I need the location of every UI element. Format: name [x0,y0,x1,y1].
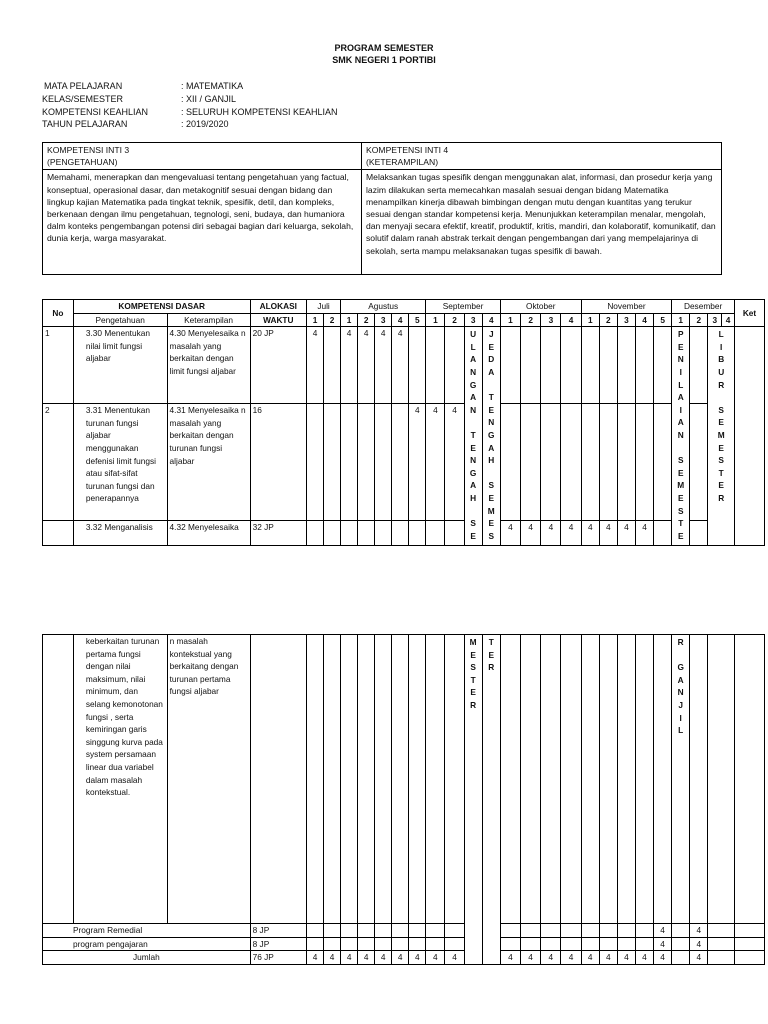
header-kompetensi-dasar: KOMPETENSI DASAR [73,300,250,314]
ki4-text: Melaksankan tugas spesifik dengan menggunakan alat, informasi, dan prosedur kerja yang lazim dilakukan serta memecahkan masalah sesuai dengan bidang Matematika menampilkan kinerja dibawah bimbingan dengan mutu dengan kuantitas yang terukur sesuai dengan standar kompetensi kerja. Menunjukkan keterampilan menalar, mengolah, dan menyaji secara efektif, kreatif, produktif, kritis, mandiri, dan kolaboratif, komunikatif, dan solutif dalam ranah abstrak terkait dengan pengembangan dari yang mempelajarinya di sekolah, serta mampu melaksanakan tugas spesifik di bawah. [362,170,722,275]
ki3-header: KOMPETENSI INTI 3 (PENGETAHUAN) [43,143,362,170]
jp-cell [581,924,599,938]
jp-cell [375,924,392,938]
jp-cell: 4 [581,951,599,965]
jp-cell [599,937,617,951]
jp-cell [541,327,561,404]
jp-cell [307,937,324,951]
vertical-text: L I B U R S E M E S T E R [717,329,725,503]
vertical-text: M E S T E R [469,637,477,710]
ki3-text: Memahami, menerapkan dan mengevaluasi tentang pengetahuan yang factual, konseptual, operasional dasar, dan metakognitif sesuai dengan bidang dan lingkup kajian Matematika pada tingkat teknik, spesifik, detil, dan kompleks, berkenaan dengan ilmu pengetahuan, tegnologi, seni, budaya, dan humaniora dalm konteks pengembangan potensi diri sebagai bagian dari keluarga, sekolah, dunia kerja, warga masyarakat. [43,170,362,275]
meta-value: : XII / GANJIL [181,94,237,104]
kd-pengetahuan: 3.31 Menentukan turunan fungsi aljabar menggunakan defenisi limit fungsi atau sifat-sifat turunan fungsi dan penerapannya [73,404,167,521]
week-num: 4 [561,313,581,327]
jp-cell: 4 [635,951,653,965]
jp-cell [500,924,520,938]
header-ket: Ket [735,300,765,327]
jp-cell [392,924,409,938]
jp-cell: 4 [581,521,599,546]
month-agustus: Agustus [341,300,426,314]
week-num: 3 [464,313,482,327]
meta-label: TAHUN PELAJARAN [42,119,128,129]
header-waktu: WAKTU [250,313,306,327]
jp-cell [375,635,392,924]
week-num: 5 [409,313,426,327]
jp-cell [445,327,464,404]
jp-cell [561,635,581,924]
jp-cell: 4 [358,951,375,965]
jp-cell: 4 [409,951,426,965]
jp-cell: 4 [392,951,409,965]
week-num: 2 [445,313,464,327]
jp-cell [599,635,617,924]
jp-cell [307,521,324,546]
jp-cell: 4 [521,521,541,546]
jp-cell [341,924,358,938]
jp-cell [617,635,635,924]
jp-cell [307,404,324,521]
jp-cell: 4 [324,951,341,965]
alokasi-waktu: 16 [250,404,306,521]
jp-cell [599,327,617,404]
jp-cell [307,635,324,924]
week-num: 2 [358,313,375,327]
penilaian-semester-label [672,327,690,546]
jp-cell: 4 [541,951,561,965]
jp-cell [307,924,324,938]
jp-cell: 4 [500,951,520,965]
kd-keterampilan: 4.31 Menyelesaika n masalah yang berkaitan dengan turunan fungsi aljabar [167,404,250,521]
month-oktober: Oktober [500,300,581,314]
jp-cell: 4 [690,951,708,965]
jp-cell: 4 [561,951,581,965]
jp-cell [708,924,735,938]
program-semester-table [42,299,765,546]
jp-cell [324,404,341,521]
jp-cell [426,635,445,924]
jp-cell: 4 [541,521,561,546]
penilaian-semester-label-cont [672,635,690,924]
jp-cell [690,635,708,924]
meta-label: MATA PELAJARAN [44,81,123,91]
jp-cell [635,937,653,951]
header-pengetahuan: Pengetahuan [73,313,167,327]
jp-cell [324,924,341,938]
jp-cell [708,951,735,965]
jp-cell [445,937,464,951]
kd-pengetahuan: 3.32 Menganalisis [73,521,167,546]
jp-cell [617,327,635,404]
week-num: 3 [617,313,635,327]
jp-cell [324,937,341,951]
vertical-text: R G A N J I L [677,637,684,736]
week-num: 4 [482,313,500,327]
alokasi-waktu: 8 JP [250,924,306,938]
vertical-text: J E D A T E N G A H S E M E S [487,329,495,541]
jp-cell [561,404,581,521]
jp-cell [521,635,541,924]
jp-cell: 4 [636,521,654,546]
jp-cell [445,521,464,546]
jp-cell [708,635,735,924]
jp-cell [341,635,358,924]
jp-cell [654,327,672,404]
month-desember: Desember [672,300,735,314]
week-num: 2 [599,313,617,327]
jp-cell [409,924,426,938]
jp-cell: 4 [358,327,375,404]
ket-cell [734,924,764,938]
month-juli: Juli [307,300,341,314]
jp-cell [426,937,445,951]
kd-pengetahuan: 3.30 Menentukan nilai limit fungsi aljabar [73,327,167,404]
jp-cell [409,937,426,951]
ket-cell [734,635,764,924]
jp-cell [521,937,541,951]
jp-cell: 4 [307,951,324,965]
jp-cell: 4 [341,951,358,965]
jp-cell: 4 [426,951,445,965]
jp-cell [617,404,635,521]
program-pengajaran-label: program pengajaran [43,937,251,951]
kd-keterampilan: 4.30 Menyelesaika n masalah yang berkaitan dengan limit fungsi aljabar [167,327,250,404]
alokasi-waktu: 8 JP [250,937,306,951]
kompetensi-inti-table [42,142,722,275]
week-num: 4 [722,313,735,327]
jumlah-label: Jumlah [43,951,251,965]
week-num: 1 [426,313,445,327]
jp-cell [635,635,653,924]
jp-cell: 4 [617,521,635,546]
jp-cell [392,937,409,951]
jp-cell: 4 [654,924,672,938]
header-keterampilan: Keterampilan [167,313,250,327]
jp-cell [690,327,708,404]
row-no: 1 [43,327,74,404]
vertical-text: U L A N G A N T E N G A H S E [469,329,477,541]
jp-cell [375,404,392,521]
row-no: 2 [43,404,74,521]
month-november: November [581,300,671,314]
jp-cell [341,404,358,521]
jp-cell: 4 [521,951,541,965]
jp-cell [426,924,445,938]
jp-cell: 4 [500,521,520,546]
header-no: No [43,300,74,327]
jp-cell [541,924,561,938]
ket-cell [734,951,764,965]
jp-cell [636,404,654,521]
jp-cell [690,404,708,521]
jp-cell [521,404,541,521]
vertical-text: P E N I L A I A N S E M E S T E [677,329,685,541]
week-num: 1 [341,313,358,327]
jp-cell [341,521,358,546]
week-num: 5 [654,313,672,327]
jp-cell [654,521,672,546]
jp-cell: 4 [392,327,409,404]
meta-label: KOMPETENSI KEAHLIAN [42,107,149,117]
jp-cell [561,924,581,938]
jp-cell [581,937,599,951]
week-num: 1 [500,313,520,327]
jp-cell: 4 [445,951,464,965]
week-num: 4 [636,313,654,327]
week-num: 1 [581,313,599,327]
jp-cell: 4 [690,924,708,938]
jp-cell [358,635,375,924]
jp-cell [541,937,561,951]
jp-cell: 4 [599,521,617,546]
alokasi-waktu: 32 JP [250,521,306,546]
jp-cell [358,521,375,546]
meta-value: : 2019/2020 [181,119,229,129]
jp-cell [409,635,426,924]
jp-cell [672,937,690,951]
jp-cell [324,521,341,546]
vertical-text: T E R [488,637,495,673]
week-num: 2 [324,313,341,327]
jp-cell: 4 [617,951,635,965]
meta-value: : SELURUH KOMPETENSI KEAHLIAN [181,107,338,117]
jp-cell [617,924,635,938]
jp-cell [581,404,599,521]
jp-cell: 4 [654,951,672,965]
jp-cell: 4 [307,327,324,404]
jp-cell [521,924,541,938]
jp-cell [654,635,672,924]
jp-cell: 4 [690,937,708,951]
jp-cell [500,327,520,404]
jp-cell [581,327,599,404]
week-num: 3 [375,313,392,327]
jp-cell: 4 [375,951,392,965]
jp-cell [581,635,599,924]
header-alokasi: ALOKASI [250,300,306,314]
jp-cell [599,404,617,521]
jp-cell [541,635,561,924]
school-name: SMK NEGERI 1 PORTIBI [332,55,436,65]
week-num: 1 [307,313,324,327]
week-num: 3 [708,313,722,327]
ket-cell [734,937,764,951]
meta-value: : MATEMATIKA [181,81,244,91]
week-num: 1 [672,313,690,327]
jp-cell [358,937,375,951]
jp-cell [636,327,654,404]
week-num: 2 [521,313,541,327]
jp-cell [392,635,409,924]
jp-cell [409,327,426,404]
kd-keterampilan: n masalah kontekstual yang berkaitang dengan turunan pertama fungsi aljabar [167,635,250,924]
jp-cell [672,951,690,965]
jp-cell [375,937,392,951]
jp-cell [541,404,561,521]
jp-cell [445,924,464,938]
alokasi-waktu [250,635,306,924]
jp-cell [375,521,392,546]
jp-cell [708,937,735,951]
jp-cell: 4 [599,951,617,965]
libur-semester-label [708,327,735,546]
meta-label: KELAS/SEMESTER [42,94,124,104]
jp-cell [426,521,445,546]
jp-cell [409,521,426,546]
jp-cell [358,924,375,938]
jp-cell [324,327,341,404]
jp-cell [500,635,520,924]
jp-cell: 4 [561,521,581,546]
jp-cell [500,404,520,521]
alokasi-waktu: 76 JP [250,951,306,965]
jeda-tengah-semester-label [482,327,500,546]
ki4-header: KOMPETENSI INTI 4 (KETERAMPILAN) [362,143,722,170]
ulangan-tengah-semester-label [464,327,482,546]
jp-cell [392,404,409,521]
jp-cell: 4 [654,937,672,951]
jp-cell: 4 [375,327,392,404]
program-remedial-label: Program Remedial [43,924,251,938]
ket-cell [735,327,765,546]
kd-pengetahuan: keberkaitan turunan pertama fungsi dengan nilai maksimum, nilai minimum, dan selang kemonotonan fungsi , serta kemiringan garis singgung kurva pada system persamaan linear dua variabel dalam masalah kontekstual. [73,635,167,924]
kd-keterampilan: 4.32 Menyelesaika [167,521,250,546]
month-september: September [426,300,501,314]
row-no [43,635,74,924]
week-num: 4 [392,313,409,327]
jp-cell: 4 [426,404,445,521]
jp-cell [500,937,520,951]
jp-cell [358,404,375,521]
jp-cell [690,521,708,546]
program-semester-table-continued [42,634,765,965]
jp-cell [561,937,581,951]
jp-cell [341,937,358,951]
jp-cell [445,635,464,924]
jeda-tengah-semester-label-cont [482,635,500,965]
jp-cell: 4 [409,404,426,521]
jp-cell [324,635,341,924]
week-num: 2 [690,313,708,327]
jp-cell: 4 [445,404,464,521]
week-num: 3 [541,313,561,327]
jp-cell [617,937,635,951]
jp-cell [599,924,617,938]
ulangan-tengah-semester-label-cont [464,635,482,965]
jp-cell [426,327,445,404]
alokasi-waktu: 20 JP [250,327,306,404]
doc-title: PROGRAM SEMESTER [334,43,434,53]
jp-cell [635,924,653,938]
jp-cell [654,404,672,521]
jp-cell: 4 [341,327,358,404]
jp-cell [672,924,690,938]
jp-cell [561,327,581,404]
jp-cell [392,521,409,546]
jp-cell [521,327,541,404]
row-no [43,521,74,546]
